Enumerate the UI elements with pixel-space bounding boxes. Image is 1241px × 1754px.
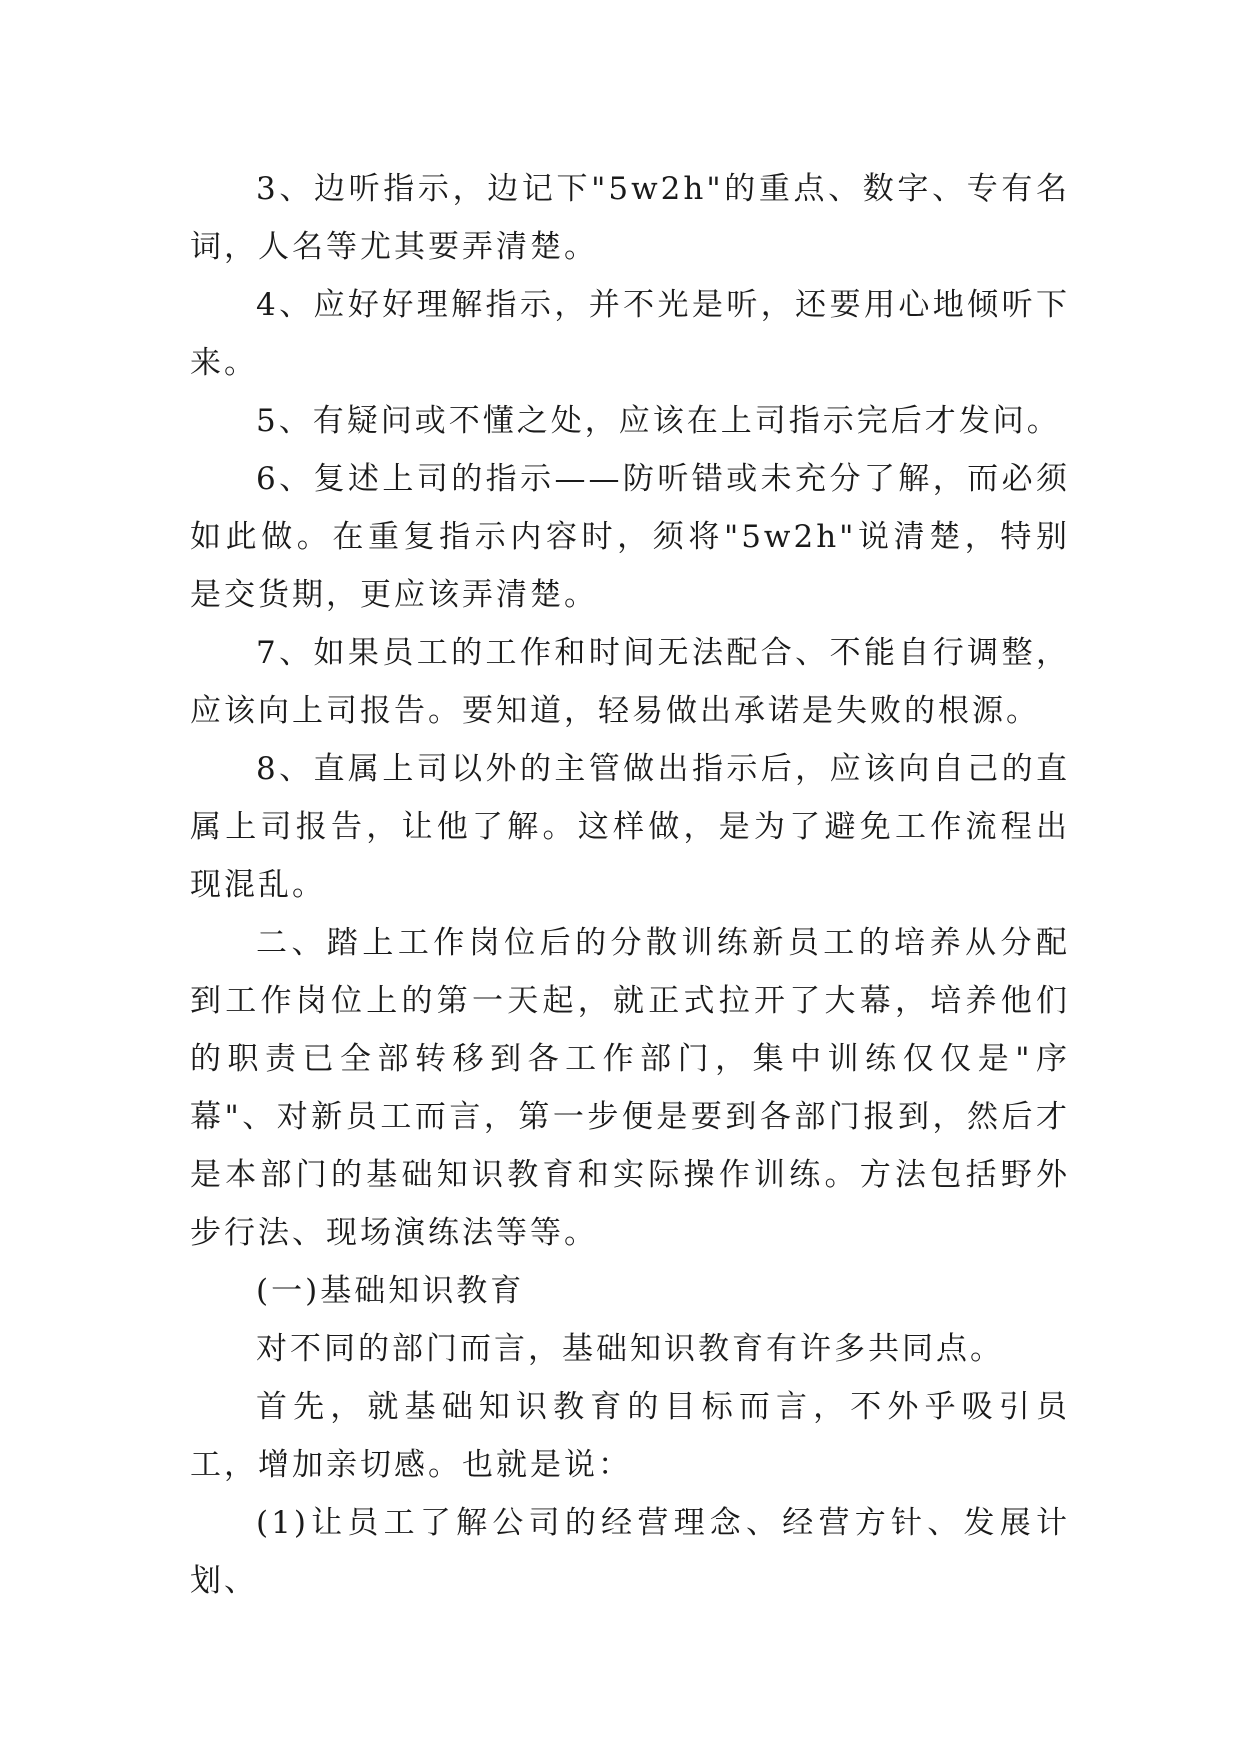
paragraph-item-7: 7、如果员工的工作和时间无法配合、不能自行调整，应该向上司报告。要知道，轻易做出承诺是失败的根源。 <box>190 635 1070 729</box>
paragraph-common-points: 对不同的部门而言，基础知识教育有许多共同点。 <box>256 1331 1004 1367</box>
document-body <box>190 160 1070 1610</box>
subsection-heading: (一)基础知识教育 <box>256 1273 525 1309</box>
section-two-paragraph: 二、踏上工作岗位后的分散训练新员工的培养从分配到工作岗位上的第一天起，就正式拉开了大幕，培养他们的职责已全部转移到各工作部门，集中训练仅仅是"序幕"、对新员工而言，第一步便是要到各部门报到，然后才是本部门的基础知识教育和实际操作训练。方法包括野外步行法、现场演练法等等。 <box>190 925 1070 1251</box>
paragraph-first-goal: 首先，就基础知识教育的目标而言，不外乎吸引员工，增加亲切感。也就是说： <box>190 1389 1070 1483</box>
paragraph-item-4: 4、应好好理解指示，并不光是听，还要用心地倾听下来。 <box>190 287 1070 381</box>
paragraph-item-8: 8、直属上司以外的主管做出指示后，应该向自己的直属上司报告，让他了解。这样做，是为了避免工作流程出现混乱。 <box>190 751 1070 903</box>
list-item-1: (1)让员工了解公司的经营理念、经营方针、发展计划、 <box>190 1505 1070 1599</box>
paragraph-item-5: 5、有疑问或不懂之处，应该在上司指示完后才发问。 <box>256 403 1061 439</box>
paragraph-item-6: 6、复述上司的指示——防听错或未充分了解，而必须如此做。在重复指示内容时，须将"5w2h"说清楚，特别是交货期，更应该弄清楚。 <box>190 461 1070 613</box>
paragraph-item-3: 3、边听指示，边记下"5w2h"的重点、数字、专有名词，人名等尤其要弄清楚。 <box>190 171 1070 265</box>
